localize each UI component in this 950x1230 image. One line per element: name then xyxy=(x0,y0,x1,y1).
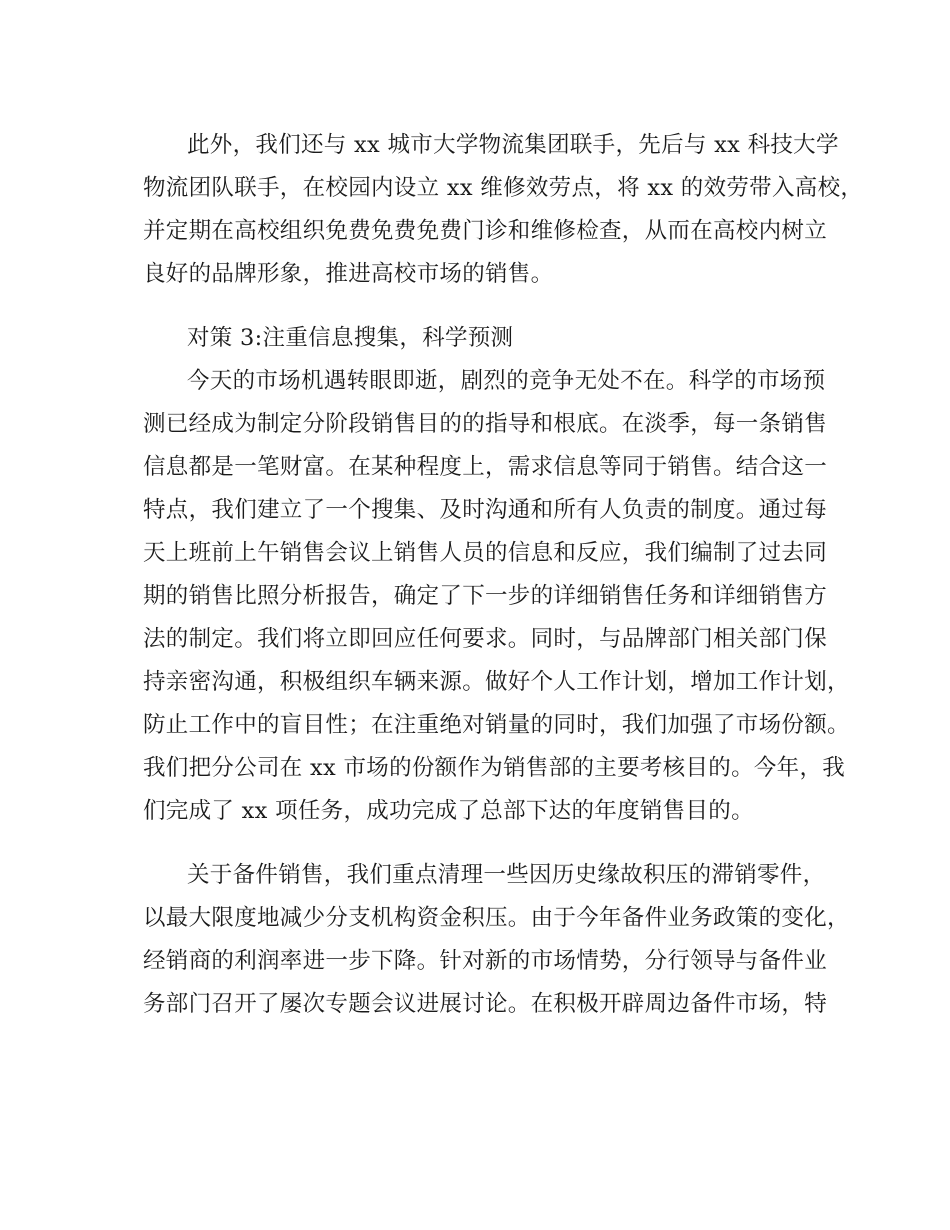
paragraph-1-line-4: 良好的品牌形象，推进高校市场的销售。 xyxy=(143,261,554,287)
paragraph-2-line-11: 们完成了 xx 项任务，成功完成了总部下达的年度销售目的。 xyxy=(143,798,754,824)
paragraph-3-line-1: 关于备件销售，我们重点清理一些因历史缘故积压的滞销零件， xyxy=(187,862,826,888)
paragraph-2-line-1: 今天的市场机遇转眼即逝，剧烈的竞争无处不在。科学的市场预 xyxy=(187,368,826,394)
paragraph-3-line-2: 以最大限度地减少分支机构资金积压。由于今年备件业务政策的变化， xyxy=(143,905,850,931)
paragraph-1-line-2: 物流团队联手，在校园内设立 xx 维修效劳点，将 xx 的效劳带入高校， xyxy=(143,175,864,201)
section-heading: 对策 3:注重信息搜集，科学预测 xyxy=(187,325,514,351)
paragraph-2-line-8: 持亲密沟通，积极组织车辆来源。做好个人工作计划，增加工作计划， xyxy=(143,669,850,695)
paragraph-3-line-3: 经销商的利润率进一步下降。针对新的市场情势，分行领导与备件业 xyxy=(143,948,828,974)
paragraph-2-line-7: 法的制定。我们将立即回应任何要求。同时，与品牌部门相关部门保 xyxy=(143,626,828,652)
paragraph-1-line-3: 并定期在高校组织免费免费免费门诊和维修检查，从而在高校内树立 xyxy=(143,218,828,244)
paragraph-2-line-5: 天上班前上午销售会议上销售人员的信息和反应，我们编制了过去同 xyxy=(143,540,828,566)
paragraph-3-line-4: 务部门召开了屡次专题会议进展讨论。在积极开辟周边备件市场，特 xyxy=(143,991,828,1017)
paragraph-2-line-10: 我们把分公司在 xx 市场的份额作为销售部的主要考核目的。今年，我 xyxy=(143,755,846,781)
paragraph-2-line-2: 测已经成为制定分阶段销售目的的指导和根底。在淡季，每一条销售 xyxy=(143,411,828,437)
paragraph-1-line-1: 此外，我们还与 xx 城市大学物流集团联手，先后与 xx 科技大学 xyxy=(187,132,839,158)
paragraph-2-line-9: 防止工作中的盲目性；在注重绝对销量的同时，我们加强了市场份额。 xyxy=(143,712,850,738)
paragraph-2-line-3: 信息都是一笔财富。在某种程度上，需求信息等同于销售。结合这一 xyxy=(143,454,828,480)
paragraph-2-line-4: 特点，我们建立了一个搜集、及时沟通和所有人负责的制度。通过每 xyxy=(143,497,828,523)
paragraph-2-line-6: 期的销售比照分析报告，确定了下一步的详细销售任务和详细销售方 xyxy=(143,583,828,609)
